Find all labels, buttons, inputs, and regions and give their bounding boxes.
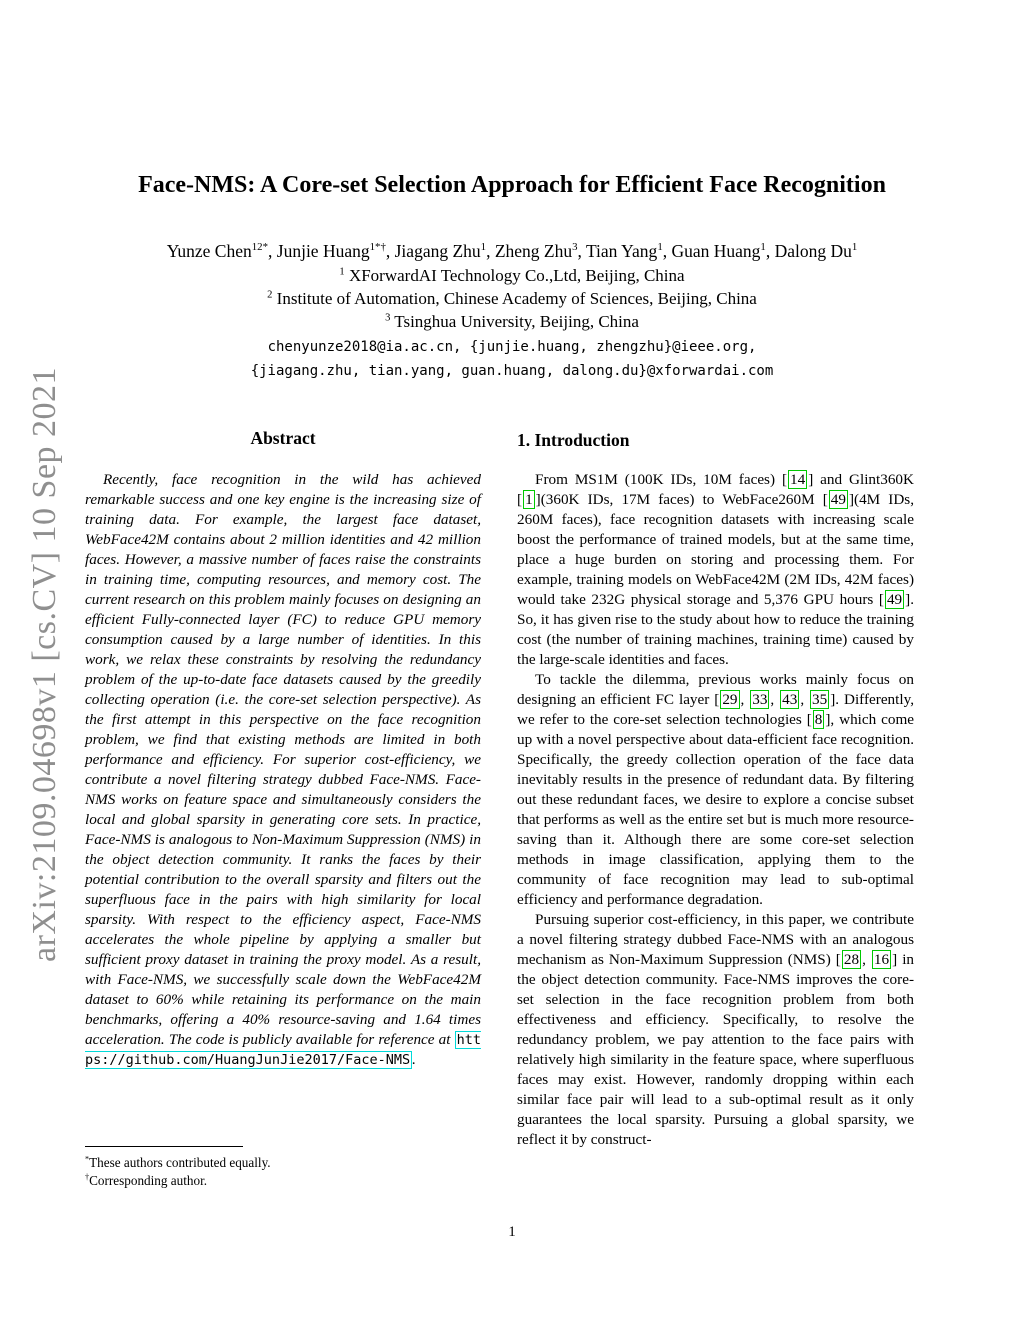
citation-link[interactable]: 43 [782,691,798,708]
paper-title: Face-NMS: A Core-set Selection Approach for Efficient Face Recognition [138,172,886,198]
citation-link[interactable]: 28 [843,951,860,968]
email-line-1: chenyunze2018@ia.ac.cn, {junjie.huang, zhengzhu}@ieee.org, [267,339,757,355]
citation-link[interactable]: 29 [722,691,738,708]
authors-line: Yunze Chen$^{12*}$, Junjie Huang$^{1*\dagger}$, Jiagang Zhu$^1$, Zheng Zhu$^3$, Tian Yang$^1$, Guan Huang$^1$, Dalong Du$^1$ [166,241,858,261]
superscript: † [85,1172,90,1182]
superscript: 12* [251,241,269,254]
introduction-paragraph-1: From MS1M (100K IDs, 10M faces) [ 14 ] and Glint360K [ 1 ](360K IDs, 17M faces) to WebFace260M [ 49 ](4M IDs, 260M faces), face recognition datasets with increasing scale boost the performance of trained models, but at the same time, place a huge burden on storing and processing them. For example, training models on WebFace42M (2M IDs, 42M faces) would take 232G physical storage and 5,376 GPU hours [ 49 ]. So, it has given rise to the study about how to reduce the training cost (the number of training machines, training time) caused by the large-scale identities and faces. [517,471,914,668]
superscript: 1*† [369,241,386,254]
left-column [85,428,481,1070]
footnote-rule [85,1146,243,1147]
superscript: 1 [760,241,766,254]
superscript: 1 [851,241,858,254]
footnote-corresponding-author: †Corresponding author. [85,1172,208,1188]
citation-link[interactable]: 8 [814,711,823,728]
footnotes-block [85,1146,481,1190]
superscript: 1 [339,266,345,278]
right-column [517,428,914,1150]
email-line-2: {jiagang.zhu, tian.yang, guan.huang, dalong.du}@xforwardai.com [250,363,774,379]
introduction-paragraph-3: Pursuing superior cost-efficiency, in this paper, we contribute a novel filtering strategy dubbed Face-NMS with an analogous mechanism as Non-Maximum Suppression (NMS) [ 28 , 16 ] in the object detection community. Face-NMS improves the core-set selection in the face recognition problem from both effectiveness and efficiency. Specifically, to resolve the redundancy problem, we pay attention to the face pairs with relatively high similarity in the feature space, where superfluous faces may exist. However, randomly dropping within each similar face pair will lead to a sub-optimal result as it only guarantees the local sparsity. Pursuing a global sparsity, we reflect it by construct- [517,911,915,1148]
arxiv-watermark: arXiv:2109.04698v1 [cs.CV] 10 Sep 2021 [26,366,63,962]
superscript: 2 [267,289,273,301]
introduction-heading: 1. Introduction [517,430,630,450]
citation-link[interactable]: 49 [886,591,903,608]
superscript: * [85,1154,90,1164]
footnote-equal-contribution: *These authors contributed equally. [85,1154,271,1170]
superscript: 3 [572,241,578,254]
citation-link[interactable]: 35 [812,691,828,708]
page-number: 1 [508,1224,516,1240]
citation-link[interactable]: 1 [525,491,533,508]
citation-link[interactable]: 33 [752,691,768,708]
citation-link[interactable]: 14 [790,471,806,488]
citation-link[interactable]: 49 [830,491,846,508]
superscript: 1 [657,241,663,254]
affiliation-2: $^2$ Institute of Automation, Chinese Academy of Sciences, Beijing, China [267,289,757,308]
abstract-heading: Abstract [250,428,316,448]
affiliation-1: $^1$ XForwardAI Technology Co.,Ltd, Beijing, China [339,266,685,285]
superscript: 3 [385,312,391,324]
abstract-body: Recently, face recognition in the wild has achieved remarkable success and one key engine is the increasing size of training data. For example, the largest face dataset, WebFace42M contains about 2 million identities and 42 million faces. However, a massive number of faces raise the constraints in training time, computing resources, and memory cost. The current research on this problem mainly focuses on designing an efficient Fully-connected layer (FC) to reduce GPU memory consumption caused by a large number of identities. In this work, we relax these constraints by resolving the redundancy problem of the up-to-date face datasets caused by the greedily collecting operation (i.e. the core-set selection perspective). As the first attempt in this perspective on the face recognition problem, we find that existing methods are limited in both performance and efficiency. For superior cost-efficiency, we contribute a novel filtering strategy dubbed Face-NMS. Face-NMS works on feature space and simultaneously considers the local and global sparsity in generating core sets. In practice, Face-NMS is analogous to Non-Maximum Suppression (NMS) in the object detection community. It ranks the faces by their potential contribution to the overall sparsity and filters out the superfluous face in the pairs with high similarity for local sparsity. With respect to the efficiency aspect, Face-NMS accelerates the whole pipeline by applying a smaller but sufficient proxy dataset in training the proxy model. As a result, with Face-NMS, we successfully scale down the WebFace42M dataset to 60% while retaining its performance on the main benchmarks, offering a 40% resource-saving and 1.64 times acceleration. The code is publicly available for reference at https://github.com/HuangJunJie2017/Face-NMS . [85,471,481,1068]
introduction-paragraph-2: To tackle the dilemma, previous works mainly focus on designing an efficient FC layer [ 29 , 33 , 43 , 35 ]. Differently, we refer to the core-set selection technologies [ 8 ], which come up with a novel perspective about data-efficient face recognition. Specifically, the greedy collection operation of the face data inevitably results in the presence of redundant data. By filtering out these redundant faces, we desire to explore a concise subset that performs as well as the entire set but is much more resource-saving than it. Although there are some core-set selection methods in image classification, applying them to the community of face recognition may lead to sub-optimal efficiency and performance degradation. [517,671,915,908]
superscript: 1 [480,241,487,254]
affiliation-3: $^3$ Tsinghua University, Beijing, China [385,312,639,331]
citation-link[interactable]: 16 [873,951,890,968]
github-link[interactable]: https://github.com/HuangJunJie2017/Face-NMS [85,1032,481,1068]
